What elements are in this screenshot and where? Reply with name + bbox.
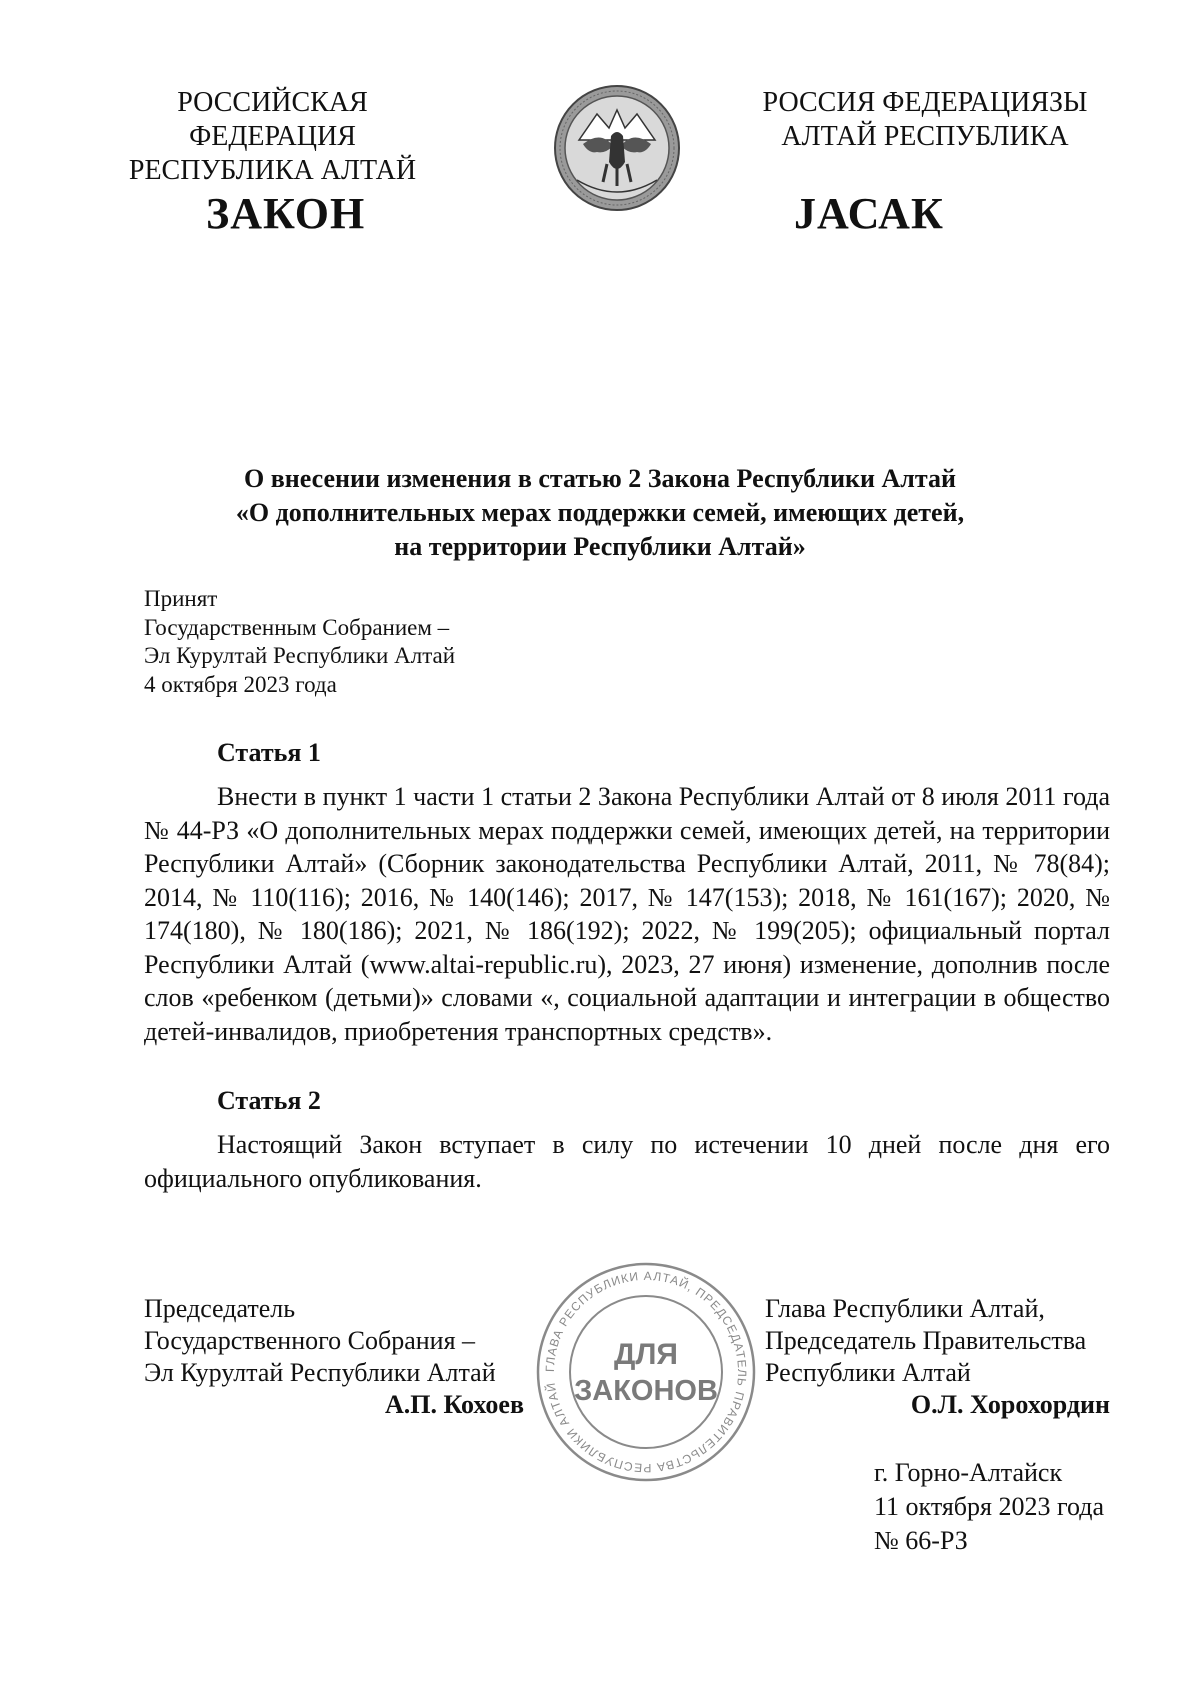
header-right-line1: РОССИЯ ФЕДЕРАЦИЯЗЫ [762, 87, 1088, 118]
article1-heading: Статья 1 [217, 738, 321, 767]
law-title-line3: на территории Республики Алтай» [394, 532, 806, 561]
doc-type-alt: JАСАК [794, 189, 944, 238]
article1-text: Внести в пункт 1 части 1 статьи 2 Закона Республики Алтай от 8 июля 2011 года № 44-РЗ «О дополнительных мерах поддержки семей, имеющих детей, на территории Республики Алтай» (Сборник законодательства Республики Алтай, 2011, № 78(84); 2014, № 110(116); 2016, № 140(146); 2017, № 147(153); 2018, № 161(167); 2020, № 174(180), № 180(186); 2021, № 186(192); 2022, № 199(205); официальный портал Республики Алтай (www.altai-republic.ru), 2023, 27 июня) изменение, дополнив после слов «ребенком (детьми)» словами «, социальной адаптации и интеграции в общество детей-инвалидов, приобретения транспортных средств». [144, 782, 1110, 1046]
adopted-line1: Принят [144, 586, 218, 611]
issue-number: № 66-РЗ [874, 1526, 968, 1555]
issue-date: 11 октября 2023 года [874, 1492, 1105, 1521]
signature-right-line2: Председатель Правительства [765, 1326, 1087, 1355]
header-right [752, 86, 1098, 154]
law-title-line2: «О дополнительных мерах поддержки семей, имеющих детей, [235, 498, 965, 527]
header-right-line2: АЛТАЙ РЕСПУБЛИКА [781, 121, 1069, 152]
header-left-line1: РОССИЙСКАЯ ФЕДЕРАЦИЯ [177, 87, 368, 152]
header-left [95, 86, 450, 188]
doc-type-ru: ЗАКОН [206, 189, 366, 238]
stamp-center-line2: ЗАКОНОВ [574, 1375, 718, 1407]
stamp-center-line1: ДЛЯ [614, 1338, 678, 1371]
adopted-line2: Государственным Собранием – [144, 614, 450, 640]
stamp-ring-text: ГЛАВА РЕСПУБЛИКИ АЛТАЙ, ПРЕДСЕДАТЕЛЬ ПРАВИТЕЛЬСТВА РЕСПУБЛИКИ АЛТАЙ [542, 1268, 750, 1476]
coat-of-arms-icon [553, 84, 681, 212]
adopted-line4: 4 октября 2023 года [144, 671, 337, 697]
law-title [140, 462, 1060, 564]
law-title-line1: О внесении изменения в статью 2 Закона Республики Алтай [244, 464, 956, 493]
signature-right-name: О.Л. Хорохордин [910, 1390, 1110, 1419]
official-stamp [531, 1258, 761, 1486]
article2-text: Настоящий Закон вступает в силу по истечении 10 дней после дня его официального опубликования. [144, 1130, 1110, 1193]
signature-left-line1: Председатель [144, 1294, 296, 1323]
adopted-line3: Эл Курултай Республики Алтай [144, 643, 456, 668]
issue-place: г. Горно-Алтайск [874, 1458, 1063, 1487]
header-left-line2: РЕСПУБЛИКА АЛТАЙ [128, 155, 417, 186]
adopted-block [144, 585, 455, 699]
issue-info [874, 1456, 1104, 1558]
signature-left-line3: Эл Курултай Республики Алтай [144, 1358, 496, 1387]
signature-left-line2: Государственного Собрания – [144, 1326, 476, 1355]
signature-right [765, 1293, 1110, 1421]
signature-left [144, 1293, 524, 1421]
signature-right-line3: Республики Алтай [765, 1358, 971, 1387]
article2-heading: Статья 2 [217, 1086, 321, 1115]
signature-left-name: А.П. Кохоев [384, 1390, 524, 1419]
signature-right-line1: Глава Республики Алтай, [765, 1294, 1045, 1323]
